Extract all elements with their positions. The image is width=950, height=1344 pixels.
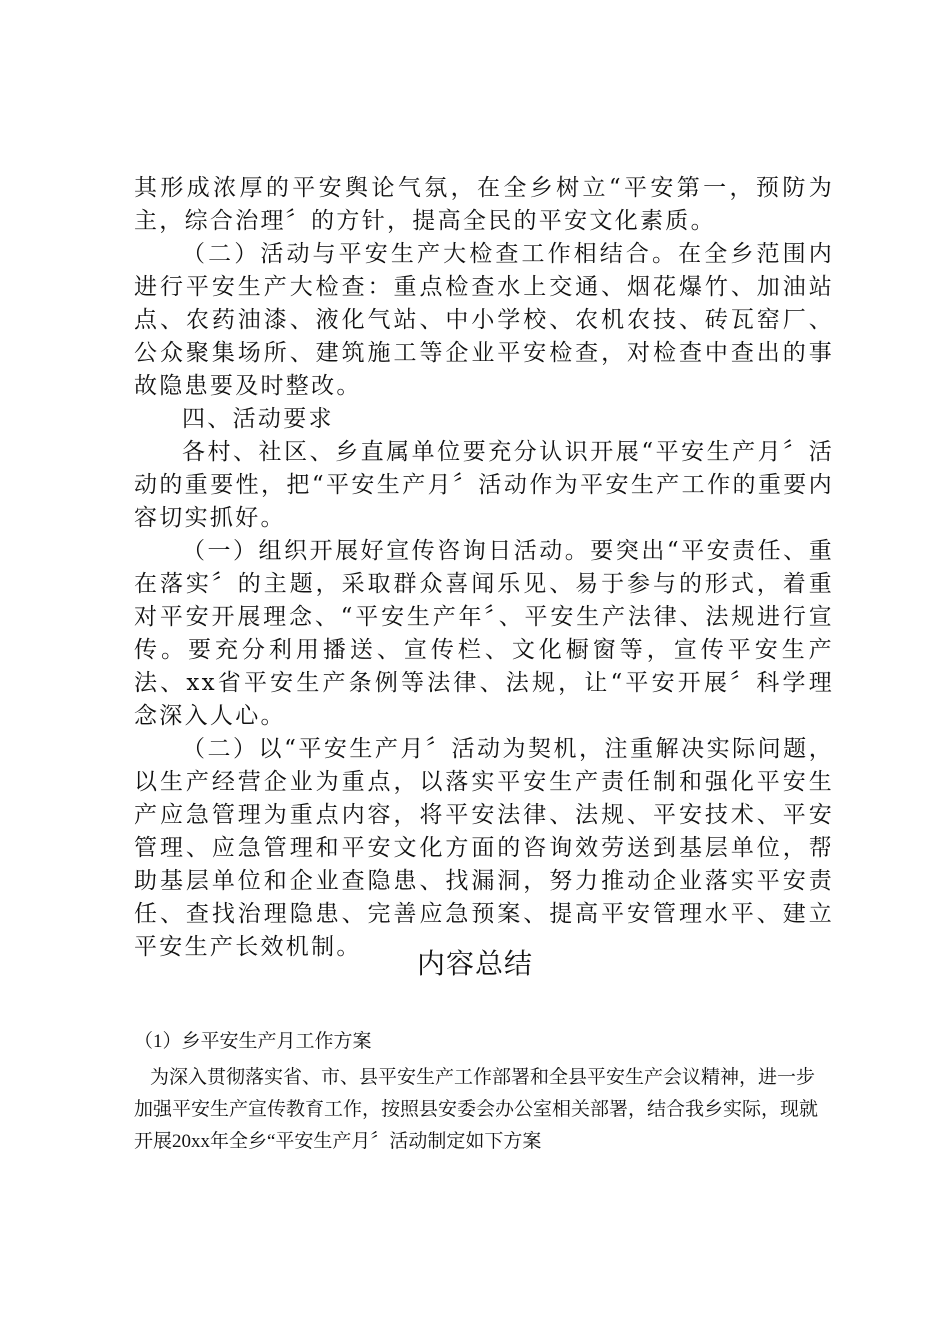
section-heading-requirements: 四、活动要求	[182, 406, 334, 432]
summary-title: 内容总结	[416, 947, 533, 980]
summary-subtitle: （1）乡平安生产月工作方案	[134, 1031, 372, 1052]
paragraph-5: （二）以“平安生产月〞活动为契机，注重解决实际问题，以生产经营企业为重点，以落实平安生产责任制和强化平安生产应急管理为重点内容，将平安法律、法规、平安技术、平安管理、应急管理和平安文化方面的咨询效劳送到基层单位，帮助基层单位和企业查隐患、找漏洞，努力推动企业落实平安责任、查找治理隐患、完善应急预案、提高平安管理水平、建立平安生产长效机制。	[134, 736, 834, 960]
paragraph-1: 其形成浓厚的平安舆论气氛，在全乡树立“平安第一，预防为主，综合治理〞的方针，提高全民的平安文化素质。	[134, 175, 834, 234]
paragraph-4: （一）组织开展好宣传咨询日活动。要突出“平安责任、重在落实〞的主题，采取群众喜闻乐见、易于参与的形式，着重对平安开展理念、“平安生产年〞、平安生产法律、法规进行宣传。要充分利用播送、宣传栏、文化橱窗等，宣传平安生产法、xx省平安生产条例等法律、法规，让“平安开展〞科学理念深入人心。	[134, 538, 834, 729]
summary-section	[134, 1026, 824, 1158]
paragraph-3: 各村、社区、乡直属单位要充分认识开展“平安生产月〞活动的重要性，把“平安生产月〞活动作为平安生产工作的重要内容切实抓好。	[134, 439, 834, 531]
paragraph-2: （二）活动与平安生产大检查工作相结合。在全乡范围内进行平安生产大检查：重点检查水上交通、烟花爆竹、加油站点、农药油漆、液化气站、中小学校、农机农技、砖瓦窑厂、公众聚集场所、建筑施工等企业平安检查，对检查中查出的事故隐患要及时整改。	[134, 241, 834, 399]
summary-intro: 为深入贯彻落实省、市、县平安生产工作部署和全县平安生产会议精神，进一步加强平安生产宣传教育工作，按照县安委会办公室相关部署，结合我乡实际，现就开展20xx年全乡“平安生产月〞活动制定如下方案	[134, 1067, 819, 1152]
document-body	[134, 172, 834, 964]
